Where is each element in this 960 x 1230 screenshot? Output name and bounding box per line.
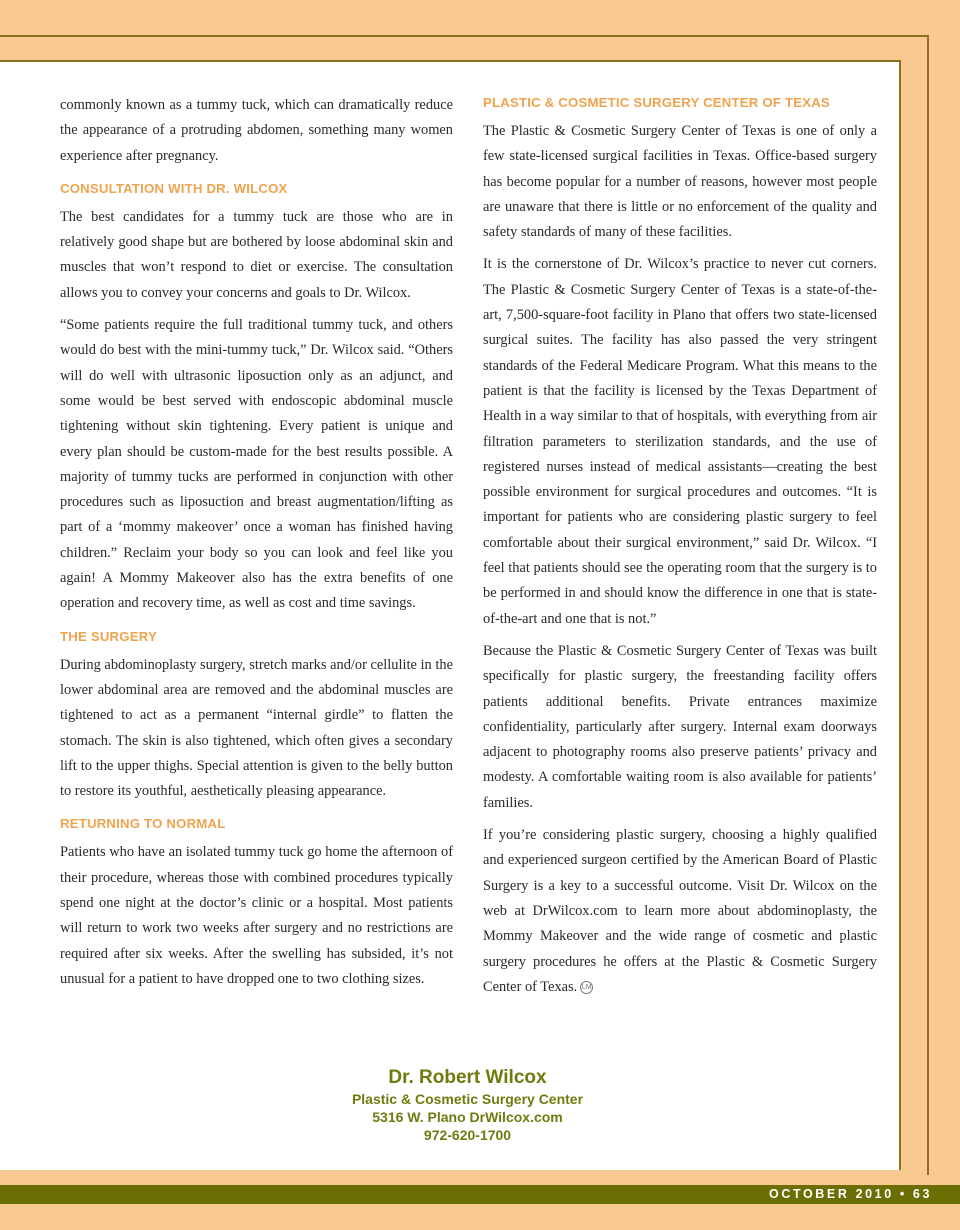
surgery-paragraph: During abdominoplasty surgery, stretch marks and/or cellulite in the lower abdominal area are removed and the abdominal muscles are tightened to act as a permanent “internal girdle” to flatten the stomach. The skin is also tightened, which often gives a secondary lift to the upper thighs. Special attention is given to the belly button to restore its youthful, aesthetically pleasing appearance.	[60, 656, 453, 800]
phone-number: 972-620-1700	[423, 1127, 512, 1143]
center-paragraph-1: The Plastic & Cosmetic Surgery Center of Texas is one of only a few state-licensed surgical facilities in Texas. Office-based surgery has become popular for a number of reasons, however most people are unaware that there is little or no enforcement of the quality and safety standards of many of these facilities.	[483, 123, 877, 241]
returning-paragraph: Patients who have an isolated tummy tuck go home the afternoon of their procedure, whereas those with combined procedures typically spend one night at the doctor’s clinic or a hospital. Most patients will return to work two weeks after surgery and no restrictions are required after six weeks. After the swelling has subsided, it’s not unusual for a patient to have dropped one to two clothing sizes.	[60, 844, 453, 987]
end-mark-icon: LM	[580, 981, 593, 994]
center-paragraph-4-wrap	[483, 823, 877, 1000]
intro-paragraph: commonly known as a tummy tuck, which can dramatically reduce the appearance of a protruding abdomen, something many women experience after pregnancy.	[60, 97, 453, 164]
left-column	[60, 93, 453, 999]
right-column	[483, 93, 877, 1007]
consultation-paragraph-1: The best candidates for a tummy tuck are those who are in relatively good shape but are bothered by loose abdominal skin and muscles that won’t respond to diet or exercise. The consultation allows you to convey your concerns and goals to Dr. Wilcox.	[60, 208, 453, 301]
footer-bar	[0, 1185, 960, 1204]
center-paragraph-2: It is the cornerstone of Dr. Wilcox’s practice to never cut corners. The Plastic & Cosmetic Surgery Center of Texas is a state-of-the-art, 7,500-square-foot facility in Plano that offers two state-licensed surgical suites. The facility has also passed the very stringent standards of the Federal Medicare Program. What this means to the patient is that the facility is licensed by the Texas Department of Health in a way similar to that of hospitals, with everything from air filtration parameters to sterilization standards, and the use of registered nurses instead of medical assistants—creating the best possible environment for surgical procedures and outcomes. “It is important for patients who are considering plastic surgery to feel comfortable about their surgical environment,” said Dr. Wilcox. “I feel that patients should see the operating room that the surgery is to be performed in and should know the difference in one that is state-of-the-art and one that is not.”	[483, 256, 877, 627]
returning-heading: RETURNING TO NORMAL	[60, 816, 226, 832]
consultation-paragraph-2: “Some patients require the full traditional tummy tuck, and others would do best with the mini-tummy tuck,” Dr. Wilcox said. “Others will do well with ultrasonic liposuction only as an adjunct, and some would be best served with endoscopic abdominal muscle tightening without skin tightening. Every patient is unique and every plan should be custom-made for the best results possible. A majority of tummy tucks are performed in conjunction with other procedures such as liposuction and breast augmentation/lifting as part of a ‘mommy makeover’ once a woman has finished having children.” Reclaim your body so you can look and feel like you again! A Mommy Makeover also has the extra benefits of one operation and recovery time, as well as cost and time savings.	[60, 317, 453, 612]
address-website: 5316 W. Plano DrWilcox.com	[372, 1109, 563, 1125]
contact-block	[0, 1066, 935, 1144]
consultation-heading: CONSULTATION WITH DR. WILCOX	[60, 180, 288, 196]
center-heading: PLASTIC & COSMETIC SURGERY CENTER OF TEXAS	[483, 95, 830, 110]
center-paragraph-3: Because the Plastic & Cosmetic Surgery Center of Texas was built specifically for plastic surgery, the freestanding facility offers patients additional benefits. Private entrances maximize confidentiality, particularly after surgery. Internal exam doorways adjacent to photography rooms also preserve patients’ privacy and modesty. A comfortable waiting room is also available for patients’ families.	[483, 642, 877, 811]
practice-name: Plastic & Cosmetic Surgery Center	[351, 1091, 584, 1107]
center-paragraph-4: If you’re considering plastic surgery, choosing a highly qualified and experienced surgeon certified by the American Board of Plastic Surgery is a key to a successful outcome. Visit Dr. Wilcox on the web at DrWilcox.com to learn more about abdominoplasty, the Mommy Makeover and the wide range of cosmetic and plastic surgery procedures he offers at the Plastic & Cosmetic Surgery Center of Texas.	[483, 827, 877, 995]
doctor-name: Dr. Robert Wilcox	[388, 1067, 547, 1088]
surgery-heading: THE SURGERY	[60, 628, 157, 644]
issue-date-page-number: OCTOBER 2010 • 63	[769, 1187, 932, 1201]
